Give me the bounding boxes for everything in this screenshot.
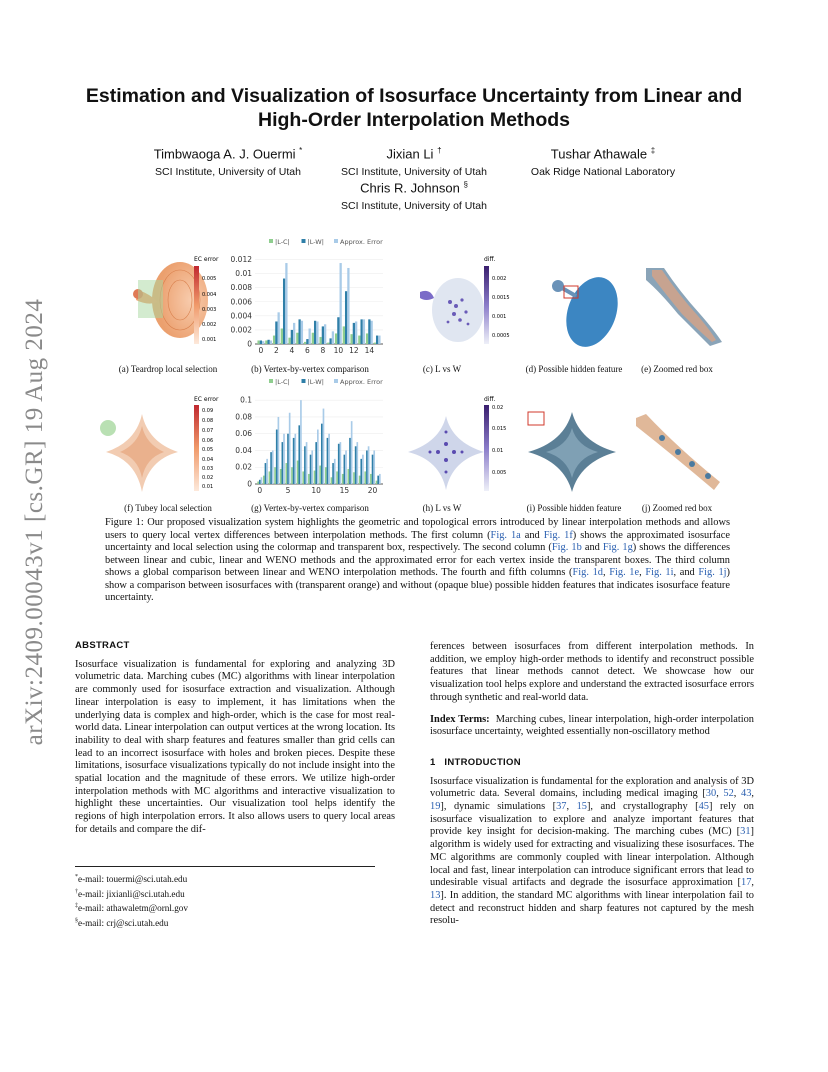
bar bbox=[261, 477, 263, 484]
caption-segment: and bbox=[520, 529, 544, 541]
lvsw-render-h bbox=[400, 402, 490, 498]
bar bbox=[329, 338, 331, 344]
bar bbox=[364, 471, 366, 484]
footnote-text: e-mail: crj@sci.utah.edu bbox=[78, 917, 169, 928]
colorbar-tick: 0.02 bbox=[492, 405, 504, 411]
bar bbox=[366, 450, 368, 484]
colorbar-title: EC error bbox=[194, 396, 219, 403]
legend-label: Approx. Error bbox=[340, 238, 383, 246]
lvsw-render-c bbox=[410, 262, 490, 347]
bar bbox=[260, 340, 262, 344]
caption-link[interactable]: Fig. 1e bbox=[609, 567, 640, 578]
bar bbox=[342, 474, 344, 484]
y-tick-label: 0.002 bbox=[230, 325, 252, 335]
author-name: Jixian Li bbox=[386, 146, 434, 162]
bar bbox=[353, 472, 355, 484]
bar bbox=[359, 476, 361, 484]
caption-segment: Figure 1: Our proposed visualization system highlights the geometric and topological errors introduced by linear interpolation methods and allows users to query local vertex differences between interpolation methods. The first column ( bbox=[105, 517, 730, 541]
bar bbox=[308, 474, 310, 484]
caption-a: (a) Teardrop local selection bbox=[118, 364, 218, 374]
caption-link[interactable]: Fig. 1d bbox=[572, 567, 603, 578]
y-tick-label: 0.004 bbox=[230, 311, 252, 321]
legend-label: |L-W| bbox=[307, 378, 324, 386]
intro-segment: ], dynamic simulations [ bbox=[440, 801, 557, 813]
author-name: Chris R. Johnson bbox=[360, 180, 460, 196]
colorbar-tick: 0.005 bbox=[202, 276, 217, 282]
bar bbox=[291, 467, 293, 484]
bar bbox=[325, 467, 327, 484]
colorbar-tick: 0.01 bbox=[202, 484, 214, 490]
bar bbox=[332, 331, 334, 344]
author-mark: * bbox=[299, 146, 303, 155]
x-tick-label: 4 bbox=[289, 346, 295, 355]
bar bbox=[296, 333, 298, 344]
bar bbox=[331, 477, 333, 484]
index-terms-label: Index Terms: bbox=[430, 713, 490, 725]
x-tick-label: 14 bbox=[364, 346, 375, 355]
bar bbox=[355, 321, 357, 344]
bar bbox=[336, 471, 338, 484]
caption-e: (e) Zoomed red box bbox=[641, 364, 713, 374]
bar bbox=[370, 474, 372, 484]
bar bbox=[317, 430, 319, 484]
intro-segment: ] rely on isosurface visualization to explore and analyze important features that provide key insight for decision-making. The marching cubes (MC) [ bbox=[430, 801, 754, 838]
bar bbox=[349, 438, 351, 484]
bar bbox=[291, 330, 293, 344]
bar bbox=[262, 341, 264, 344]
author-block-3 bbox=[488, 143, 718, 179]
hidden-feature-render-d bbox=[540, 260, 630, 350]
zoomed-render-j bbox=[632, 410, 724, 494]
bar bbox=[287, 434, 289, 484]
bar bbox=[312, 333, 314, 344]
caption-segment: ) shows the differences between linear and cubic, linear and WENO methods and the approximated error for each vertex inside the transparent boxes. The third column shows a global comparison between linear and WENO interpolation methods. The fourth and fifth columns ( bbox=[105, 542, 731, 578]
intro-segment: ]. In addition, the standard MC algorithms with linear interpolation fail to detect and reconstruct hidden and sharp features not captured by the mesh resolu- bbox=[430, 889, 754, 927]
vertex-comparison-chart-g bbox=[225, 374, 390, 500]
bar bbox=[328, 434, 330, 484]
bar bbox=[257, 481, 259, 484]
bar bbox=[314, 471, 316, 484]
intro-link[interactable]: 30 bbox=[705, 788, 717, 800]
bar bbox=[327, 438, 329, 484]
abstract-column bbox=[75, 640, 395, 837]
colorbar-tick: 0.005 bbox=[492, 470, 507, 476]
bar bbox=[304, 446, 306, 484]
intro-segment: Isosurface visualization is fundamental for the exploration and analysis of 3D volumetric data. Several domains, including medical imaging [ bbox=[430, 775, 754, 800]
bar bbox=[306, 442, 308, 484]
footnote-text: e-mail: touermi@sci.utah.edu bbox=[78, 874, 188, 885]
caption-link[interactable]: Fig. 1a bbox=[490, 529, 521, 541]
bar bbox=[314, 321, 316, 344]
bar bbox=[315, 442, 317, 484]
bar bbox=[310, 455, 312, 484]
x-tick-label: 10 bbox=[311, 486, 321, 495]
y-tick-label: 0 bbox=[247, 339, 252, 349]
bar bbox=[276, 430, 278, 484]
bar bbox=[322, 326, 324, 344]
bar bbox=[358, 336, 360, 344]
footnote-mark: ‡ bbox=[75, 903, 78, 910]
colorbar-tick: 0.004 bbox=[202, 292, 217, 298]
colorbar-ec-top bbox=[192, 254, 224, 346]
bar bbox=[304, 342, 306, 344]
footnote bbox=[75, 900, 375, 915]
intro-segment: , bbox=[733, 788, 742, 800]
author-affiliation: SCI Institute, University of Utah bbox=[341, 166, 487, 179]
bar bbox=[321, 424, 323, 484]
legend-swatch bbox=[334, 239, 338, 243]
colorbar-ec-bottom bbox=[192, 394, 224, 494]
x-tick-label: 20 bbox=[367, 486, 378, 495]
bar bbox=[266, 459, 268, 484]
bar bbox=[282, 442, 284, 484]
bar bbox=[377, 476, 379, 484]
bar bbox=[288, 338, 290, 344]
bar bbox=[337, 317, 339, 344]
bar bbox=[379, 474, 381, 484]
legend-swatch bbox=[269, 239, 273, 243]
footnotes bbox=[75, 866, 375, 929]
title-line-2: High-Order Interpolation Methods bbox=[258, 109, 570, 131]
x-tick-label: 5 bbox=[285, 486, 291, 495]
x-tick-label: 12 bbox=[349, 346, 359, 355]
colorbar-tick: 0.07 bbox=[202, 428, 214, 434]
caption-segment: , bbox=[639, 567, 646, 578]
intro-link[interactable]: 13 bbox=[430, 889, 441, 901]
x-tick-label: 2 bbox=[273, 346, 279, 355]
bar bbox=[298, 425, 300, 484]
legend-swatch bbox=[269, 379, 273, 383]
bar bbox=[274, 467, 276, 484]
colorbar-title: diff. bbox=[484, 396, 496, 403]
legend-label: |L-C| bbox=[275, 378, 290, 386]
hidden-feature-render-i bbox=[522, 402, 622, 498]
bar bbox=[360, 459, 362, 484]
colorbar-tick: 0.08 bbox=[202, 418, 214, 424]
bar bbox=[302, 471, 304, 484]
footnote bbox=[75, 886, 375, 901]
bar bbox=[366, 333, 368, 344]
legend-swatch bbox=[302, 379, 306, 383]
bar bbox=[371, 321, 373, 344]
author-affiliation: SCI Institute, University of Utah bbox=[155, 166, 301, 179]
bar bbox=[293, 323, 295, 344]
bar bbox=[283, 434, 285, 484]
y-tick-label: 0.06 bbox=[235, 429, 252, 439]
x-tick-label: 6 bbox=[304, 346, 310, 355]
bar bbox=[373, 450, 375, 484]
bar bbox=[343, 326, 345, 344]
title-line-1: Estimation and Visualization of Isosurface Uncertainty from Linear and bbox=[85, 85, 743, 107]
bar bbox=[293, 438, 295, 484]
bar bbox=[362, 455, 364, 484]
index-terms bbox=[430, 714, 754, 739]
bar bbox=[316, 321, 318, 344]
caption-f: (f) Tubey local selection bbox=[124, 503, 212, 513]
intro-segment: ] algorithm is widely used for extracting and visualizing these isosurfaces. The MC algorithms are commonly coupled with linear interpolation. Although local and fast, linear interpolation can introduce significant errors that lead to undesirable visual artifacts and degrade the isosurface approximation [ bbox=[430, 826, 754, 889]
colorbar-title: EC error bbox=[194, 256, 219, 263]
bar bbox=[259, 480, 261, 484]
colorbar-tick: 0.001 bbox=[202, 337, 217, 343]
colorbar-tick: 0.015 bbox=[492, 426, 507, 432]
footnote bbox=[75, 915, 375, 930]
y-tick-label: 0 bbox=[247, 479, 252, 489]
bar bbox=[285, 263, 287, 344]
bar bbox=[355, 446, 357, 484]
intro-segment: , bbox=[751, 788, 755, 800]
bar bbox=[376, 336, 378, 344]
bar bbox=[348, 469, 350, 484]
bar bbox=[278, 417, 280, 484]
bar bbox=[372, 455, 374, 484]
bar bbox=[265, 340, 267, 344]
bar bbox=[267, 340, 269, 344]
bar bbox=[360, 319, 362, 344]
legend-label: |L-W| bbox=[307, 238, 324, 246]
legend-swatch bbox=[302, 239, 306, 243]
bar bbox=[297, 461, 299, 484]
bar bbox=[323, 409, 325, 484]
bar bbox=[273, 336, 275, 344]
intro-segment: ], and crystallography [ bbox=[586, 801, 699, 813]
author-mark: § bbox=[463, 180, 468, 189]
footnote bbox=[75, 871, 375, 886]
x-tick-label: 0 bbox=[257, 486, 263, 495]
colorbar-tick: 0.02 bbox=[202, 475, 214, 481]
bar bbox=[374, 343, 376, 344]
colorbar-tick: 0.002 bbox=[492, 276, 507, 282]
footnote-mark: § bbox=[75, 917, 78, 924]
legend-label: |L-C| bbox=[275, 238, 290, 246]
footnote-mark: * bbox=[75, 874, 78, 880]
bar bbox=[270, 340, 272, 344]
colorbar-tick: 0.06 bbox=[202, 438, 214, 444]
bar bbox=[334, 459, 336, 484]
caption-i: (i) Possible hidden feature bbox=[526, 503, 622, 513]
intro-link[interactable]: 17 bbox=[741, 877, 752, 889]
caption-link[interactable]: Fig. 1j bbox=[698, 567, 727, 578]
bar bbox=[257, 340, 259, 344]
intro-heading: INTRODUCTION bbox=[444, 756, 521, 768]
intro-link[interactable]: 45 bbox=[698, 801, 709, 813]
bar bbox=[289, 413, 291, 484]
caption-d: (d) Possible hidden feature bbox=[525, 364, 623, 374]
intro-segment: , bbox=[716, 788, 724, 800]
intro-link[interactable]: 31 bbox=[740, 826, 751, 838]
bar bbox=[335, 333, 337, 344]
arxiv-stamp bbox=[20, 282, 50, 762]
bar bbox=[319, 337, 321, 344]
bar bbox=[368, 446, 370, 484]
right-column bbox=[430, 641, 754, 928]
bar bbox=[368, 319, 370, 344]
colorbar-tick: 0.001 bbox=[492, 314, 507, 320]
bar bbox=[265, 463, 267, 484]
y-tick-label: 0.01 bbox=[235, 269, 252, 279]
colorbar-tick: 0.05 bbox=[202, 447, 214, 453]
bar bbox=[340, 263, 342, 344]
bar bbox=[306, 339, 308, 344]
caption-segment: and bbox=[581, 542, 603, 553]
caption-g: (g) Vertex-by-vertex comparison bbox=[251, 503, 369, 513]
bar bbox=[280, 469, 282, 484]
bar bbox=[376, 481, 378, 484]
legend-swatch bbox=[334, 379, 338, 383]
bar bbox=[363, 319, 365, 344]
footnote-mark: † bbox=[75, 888, 78, 895]
footnote-text: e-mail: jixianli@sci.utah.edu bbox=[78, 888, 185, 899]
caption-j: (j) Zoomed red box bbox=[641, 503, 713, 513]
colorbar-tick: 0.03 bbox=[202, 466, 214, 472]
bar bbox=[356, 442, 358, 484]
intro-link[interactable]: 52 bbox=[723, 788, 734, 800]
bar bbox=[263, 476, 265, 484]
figure-caption bbox=[105, 517, 730, 605]
bar bbox=[300, 400, 302, 484]
bar bbox=[270, 452, 272, 484]
author-affiliation: Oak Ridge National Laboratory bbox=[530, 166, 676, 179]
colorbar-title: diff. bbox=[484, 256, 496, 263]
intro-segment: , bbox=[566, 801, 577, 813]
bar bbox=[275, 321, 277, 344]
bar bbox=[319, 466, 321, 484]
intro-heading-row bbox=[430, 757, 754, 770]
bar bbox=[345, 291, 347, 344]
colorbar-tick: 0.04 bbox=[202, 457, 214, 463]
colorbar-tick: 0.0015 bbox=[492, 295, 510, 301]
bar bbox=[286, 463, 288, 484]
bar bbox=[298, 319, 300, 344]
paper-title bbox=[60, 84, 768, 132]
x-tick-label: 10 bbox=[333, 346, 344, 355]
legend-label: Approx. Error bbox=[340, 378, 383, 386]
tubey-render bbox=[96, 404, 188, 500]
x-tick-label: 0 bbox=[258, 346, 264, 355]
caption-link[interactable]: Fig. 1f bbox=[543, 529, 573, 541]
author-name: Timbwaoga A. J. Ouermi bbox=[153, 146, 296, 162]
x-tick-label: 15 bbox=[339, 486, 350, 495]
bar bbox=[309, 329, 311, 344]
intro-segment: , bbox=[751, 877, 754, 889]
bar bbox=[272, 450, 274, 484]
caption-link[interactable]: Fig. 1i bbox=[645, 567, 674, 578]
zoomed-render-e bbox=[640, 262, 730, 350]
author-name: Tushar Athawale bbox=[550, 146, 648, 162]
footnote-text: e-mail: athawaletm@ornl.gov bbox=[78, 903, 188, 914]
caption-h: (h) L vs W bbox=[422, 503, 462, 513]
arxiv-stamp-text: arXiv:2409.00043v1 [cs.GR] 19 Aug 2024 bbox=[21, 298, 48, 746]
bar bbox=[340, 442, 342, 484]
y-tick-label: 0.008 bbox=[230, 283, 252, 293]
bar bbox=[351, 421, 353, 484]
y-tick-label: 0.08 bbox=[235, 412, 252, 422]
colorbar-tick: 0.002 bbox=[202, 322, 217, 328]
colorbar-tick: 0.01 bbox=[492, 448, 504, 454]
intro-link[interactable]: 37 bbox=[556, 801, 567, 813]
bar bbox=[311, 450, 313, 484]
author-mark: ‡ bbox=[650, 146, 656, 155]
caption-b: (b) Vertex-by-vertex comparison bbox=[251, 364, 369, 374]
bar bbox=[283, 279, 285, 344]
bar bbox=[294, 434, 296, 484]
y-tick-label: 0.02 bbox=[235, 462, 252, 472]
bar bbox=[344, 455, 346, 484]
vertex-comparison-chart-b bbox=[225, 234, 390, 360]
bar bbox=[338, 444, 340, 484]
caption-segment: ) show a comparison between isosurfaces with (transparent orange) and without (opaque blue) possible hidden features that indicates isosurface feature uncertainty. bbox=[105, 567, 731, 603]
y-tick-label: 0.1 bbox=[240, 395, 252, 405]
caption-link[interactable]: Fig. 1b bbox=[551, 542, 582, 553]
bar bbox=[327, 343, 329, 344]
bar bbox=[301, 321, 303, 344]
author-affiliation: SCI Institute, University of Utah bbox=[341, 200, 487, 213]
colorbar-diff-top bbox=[482, 254, 514, 346]
intro-number: 1 bbox=[430, 756, 436, 768]
colorbar-tick: 0.0005 bbox=[492, 333, 510, 339]
bar bbox=[332, 463, 334, 484]
bar bbox=[269, 471, 271, 484]
colorbar-diff-bottom bbox=[482, 394, 514, 494]
intro-link[interactable]: 43 bbox=[741, 788, 752, 800]
bar bbox=[278, 312, 280, 344]
y-tick-label: 0.006 bbox=[230, 297, 252, 307]
intro-text bbox=[430, 776, 754, 928]
author-block-4 bbox=[299, 177, 529, 213]
bar bbox=[281, 329, 283, 344]
index-terms-text: Marching cubes, linear interpolation, high-order interpolation isosurface uncertainty, weighted essentially non-oscillatory method bbox=[430, 713, 754, 738]
bar bbox=[324, 324, 326, 344]
abstract-heading: ABSTRACT bbox=[75, 640, 130, 651]
abstract-text: Isosurface visualization is fundamental for exploring and analyzing 3D volumetric data. Marching cubes (MC) algorithms with linear interpolation are commonly used for isosurface extraction and visualization. Although linear interpolation is easy to implement, it has limitations when the underlying data is complex and high-order, which is the case for most real-world data. Linear interpolation can output vertices at the wrong location. Its inability to deal with sharp features and features smaller than grid cells can lead to an incorrect isosurface with holes and broken pieces. Despite these limitations, isosurface visualizations typically do not include insight into the spatial location and the magnitude of these errors. We utilize high-order interpolation methods with MC algorithms and interactive visualization to highlight these uncertainties. Our visualization tool helps identify the regions of high interpolation errors. It also allows users to query local areas for details and compare the dif- bbox=[75, 658, 395, 835]
intro-link[interactable]: 15 bbox=[576, 801, 587, 813]
abstract-continued: ferences between isosurfaces from different interpolation methods. In addition, we employ high-order methods to identify and reconstruct possible features that linear methods cannot detect. We showcase how our visualization tool helps explore and understand the extracted isosurface errors through synthetic and real-world data. bbox=[430, 641, 754, 703]
colorbar-tick: 0.003 bbox=[202, 307, 217, 313]
caption-segment: , and bbox=[673, 567, 699, 578]
bar bbox=[353, 323, 355, 344]
y-tick-label: 0.012 bbox=[230, 255, 252, 265]
caption-link[interactable]: Fig. 1g bbox=[602, 542, 633, 553]
bar bbox=[350, 334, 352, 344]
caption-segment: , bbox=[602, 567, 610, 578]
caption-c: (c) L vs W bbox=[422, 364, 462, 374]
colorbar-tick: 0.09 bbox=[202, 408, 214, 414]
x-tick-label: 8 bbox=[320, 346, 326, 355]
bar bbox=[347, 268, 349, 344]
intro-link[interactable]: 19 bbox=[430, 801, 441, 813]
bar bbox=[345, 450, 347, 484]
y-tick-label: 0.04 bbox=[235, 445, 252, 455]
bar bbox=[378, 336, 380, 344]
author-mark: † bbox=[437, 146, 442, 155]
caption-segment: ) shows the approximated isosurface uncertainty and local selection using the colormap and transparent box, respectively. The second column ( bbox=[105, 529, 730, 553]
